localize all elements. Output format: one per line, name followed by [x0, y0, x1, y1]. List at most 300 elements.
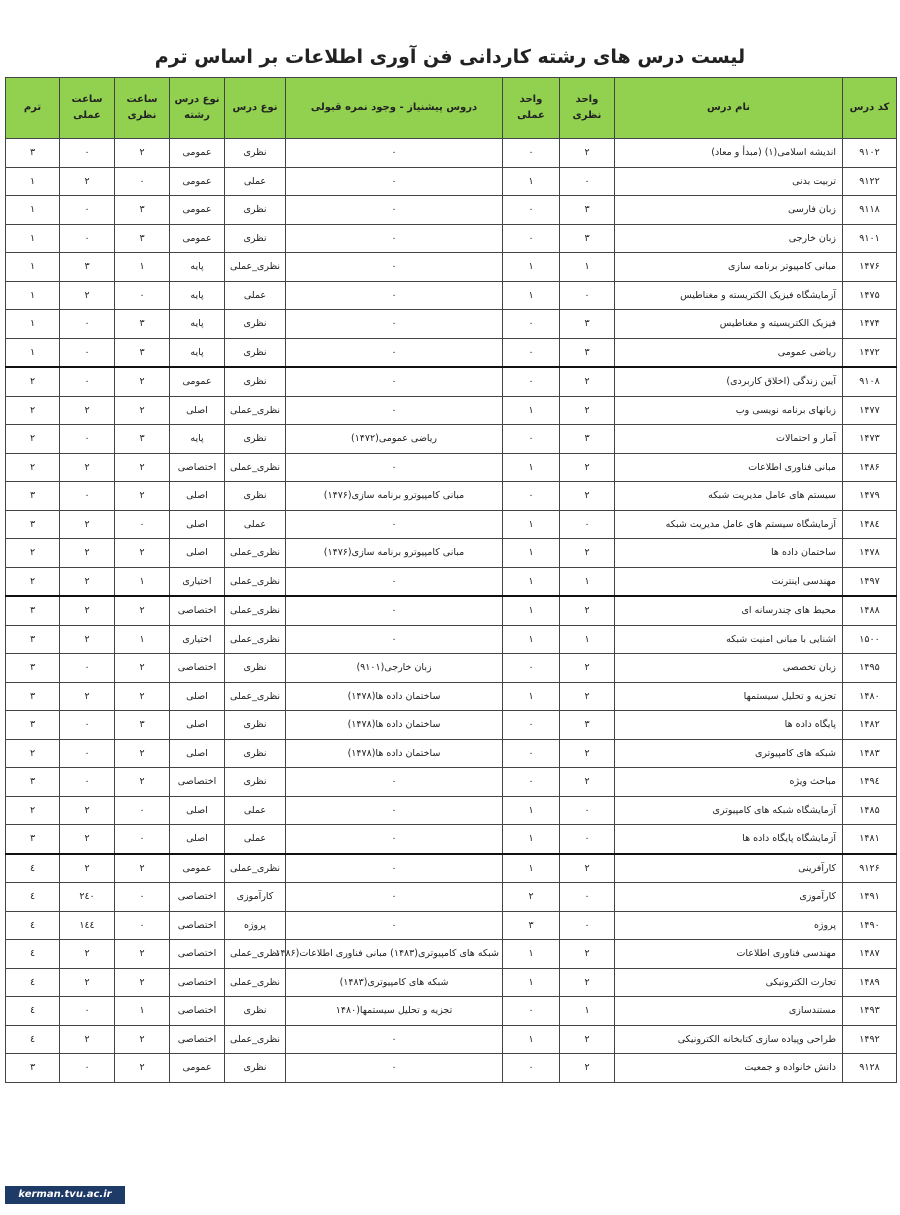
cell-type: نظری_عملی	[225, 253, 286, 282]
cell-category: اختصاصی	[170, 654, 225, 683]
cell-term: ۳	[6, 139, 60, 168]
cell-prereq: ۰	[286, 825, 503, 854]
cell-practical-hours: ۲	[60, 510, 115, 539]
cell-prereq: ۰	[286, 510, 503, 539]
cell-type: نظری_عملی	[225, 596, 286, 625]
cell-category: عمومی	[170, 367, 225, 396]
cell-practical-hours: ۲	[60, 396, 115, 425]
cell-prereq: ساختمان داده ها(۱۴۷۸)	[286, 711, 503, 740]
cell-practical-hours: ۰	[60, 711, 115, 740]
cell-prereq: ۰	[286, 310, 503, 339]
cell-theory-hours: ۲	[115, 539, 170, 568]
cell-name: مباحث ویژه	[615, 768, 843, 797]
cell-theory-hours: ۰	[115, 167, 170, 196]
table-row	[6, 625, 897, 654]
cell-theory-units: ۲	[560, 654, 615, 683]
cell-type: نظری_عملی	[225, 682, 286, 711]
cell-theory-hours: ۲	[115, 1025, 170, 1054]
cell-type: عملی	[225, 796, 286, 825]
cell-term: ۱	[6, 224, 60, 253]
cell-term: ۱	[6, 338, 60, 367]
cell-prereq: شبکه های کامپیوتری(۱۴۸۳) مبانی فناوری اطلاعات(۱۴۸۶	[286, 940, 503, 969]
cell-theory-units: ۳	[560, 425, 615, 454]
cell-type: نظری_عملی	[225, 940, 286, 969]
cell-theory-units: ۰	[560, 825, 615, 854]
cell-code: ۱۴۹۷	[843, 567, 897, 596]
table-row	[6, 596, 897, 625]
table-row	[6, 453, 897, 482]
cell-category: اختصاصی	[170, 1025, 225, 1054]
cell-practical-hours: ۰	[60, 196, 115, 225]
cell-category: اختصاصی	[170, 940, 225, 969]
cell-name: آزمایشگاه فیزیک الکتریسته و مغناطیس	[615, 281, 843, 310]
cell-theory-hours: ۲	[115, 682, 170, 711]
cell-code: ۱۴۷۵	[843, 281, 897, 310]
table-row	[6, 854, 897, 883]
cell-code: ۱۵۰۰	[843, 625, 897, 654]
table-row	[6, 196, 897, 225]
cell-name: دانش خانواده و جمعیت	[615, 1054, 843, 1083]
cell-type: نظری_عملی	[225, 968, 286, 997]
cell-practical-hours: ۲	[60, 625, 115, 654]
cell-practical-units: ۰	[503, 711, 560, 740]
table-row	[6, 482, 897, 511]
cell-name: زبان تخصصی	[615, 654, 843, 683]
cell-type: نظری_عملی	[225, 453, 286, 482]
table-row	[6, 224, 897, 253]
cell-theory-hours: ۰	[115, 911, 170, 940]
cell-name: تجزیه و تحلیل سیستمها	[615, 682, 843, 711]
table-row	[6, 367, 897, 396]
cell-name: سیستم های عامل مدیریت شبکه	[615, 482, 843, 511]
cell-code: ۱۴۷۴	[843, 310, 897, 339]
cell-prereq: ۰	[286, 396, 503, 425]
cell-type: نظری_عملی	[225, 625, 286, 654]
cell-code: ۱۴۸۱	[843, 825, 897, 854]
cell-practical-units: ۰	[503, 482, 560, 511]
cell-type: نظری_عملی	[225, 567, 286, 596]
table-row	[6, 425, 897, 454]
cell-practical-units: ۰	[503, 768, 560, 797]
header-practical-units: واحد عملی	[503, 78, 560, 139]
cell-prereq: زبان خارجی(۹۱۰۱)	[286, 654, 503, 683]
cell-type: نظری	[225, 310, 286, 339]
cell-name: آزمایشگاه شبکه های کامپیوتری	[615, 796, 843, 825]
cell-type: نظری	[225, 338, 286, 367]
table-row	[6, 682, 897, 711]
cell-name: کارآفرینی	[615, 854, 843, 883]
cell-theory-units: ۲	[560, 768, 615, 797]
cell-category: پایه	[170, 338, 225, 367]
cell-code: ۹۱۰۸	[843, 367, 897, 396]
cell-term: ٤	[6, 997, 60, 1026]
cell-type: نظری	[225, 367, 286, 396]
cell-category: اصلی	[170, 796, 225, 825]
cell-theory-hours: ۲	[115, 1054, 170, 1083]
table-row	[6, 310, 897, 339]
header-term: ترم	[6, 78, 60, 139]
cell-prereq: ۰	[286, 224, 503, 253]
cell-practical-hours: ۰	[60, 224, 115, 253]
cell-prereq: ۰	[286, 1025, 503, 1054]
cell-category: پایه	[170, 310, 225, 339]
cell-category: عمومی	[170, 854, 225, 883]
table-row	[6, 281, 897, 310]
cell-practical-hours: ۲	[60, 796, 115, 825]
cell-theory-hours: ۲	[115, 453, 170, 482]
cell-name: ساختمان داده ها	[615, 539, 843, 568]
header-code: کد درس	[843, 78, 897, 139]
table-row	[6, 825, 897, 854]
cell-category: پایه	[170, 281, 225, 310]
cell-name: فیزیک الکتریسیته و مغناطیس	[615, 310, 843, 339]
table-row	[6, 968, 897, 997]
cell-type: عملی	[225, 825, 286, 854]
cell-code: ۹۱۰۲	[843, 139, 897, 168]
table-row	[6, 997, 897, 1026]
cell-type: نظری_عملی	[225, 539, 286, 568]
cell-practical-units: ۱	[503, 682, 560, 711]
table-row	[6, 654, 897, 683]
cell-code: ۱۴۸۶	[843, 453, 897, 482]
cell-category: اصلی	[170, 682, 225, 711]
cell-theory-units: ۲	[560, 596, 615, 625]
cell-code: ۹۱۱۸	[843, 196, 897, 225]
cell-theory-units: ۲	[560, 940, 615, 969]
cell-theory-hours: ۲	[115, 367, 170, 396]
cell-prereq: ۰	[286, 911, 503, 940]
cell-category: اختصاصی	[170, 883, 225, 912]
cell-prereq: ۰	[286, 854, 503, 883]
cell-type: نظری_عملی	[225, 854, 286, 883]
cell-theory-units: ۲	[560, 968, 615, 997]
cell-name: محیط های چندرسانه ای	[615, 596, 843, 625]
cell-type: عملی	[225, 167, 286, 196]
cell-practical-hours: ۲٤۰	[60, 883, 115, 912]
table-row	[6, 883, 897, 912]
table-row	[6, 253, 897, 282]
cell-name: اندیشه اسلامی(۱) (مبدأ و معاد)	[615, 139, 843, 168]
cell-type: کارآموزی	[225, 883, 286, 912]
cell-term: ۳	[6, 1054, 60, 1083]
cell-theory-units: ۰	[560, 281, 615, 310]
cell-code: ۱۴۸۵	[843, 796, 897, 825]
cell-practical-hours: ۲	[60, 825, 115, 854]
cell-category: اختصاصی	[170, 768, 225, 797]
header-prereq: دروس پیشنیاز - وجود نمره قبولی	[286, 78, 503, 139]
table-row	[6, 940, 897, 969]
cell-theory-hours: ۲	[115, 768, 170, 797]
table-row	[6, 1054, 897, 1083]
cell-prereq: ۰	[286, 367, 503, 396]
cell-theory-hours: ۲	[115, 654, 170, 683]
cell-theory-units: ۲	[560, 682, 615, 711]
cell-category: اصلی	[170, 510, 225, 539]
cell-type: نظری	[225, 711, 286, 740]
cell-practical-units: ۱	[503, 396, 560, 425]
cell-name: پروژه	[615, 911, 843, 940]
cell-term: ۱	[6, 167, 60, 196]
cell-practical-units: ۰	[503, 367, 560, 396]
cell-code: ۱۴۸۰	[843, 682, 897, 711]
cell-practical-units: ۰	[503, 425, 560, 454]
cell-practical-units: ۰	[503, 310, 560, 339]
cell-practical-hours: ۳	[60, 253, 115, 282]
site-logo: kerman.tvu.ac.ir	[5, 1186, 125, 1204]
cell-type: نظری	[225, 1054, 286, 1083]
cell-practical-hours: ۰	[60, 139, 115, 168]
cell-practical-units: ۱	[503, 567, 560, 596]
cell-type: عملی	[225, 281, 286, 310]
cell-name: کارآموزی	[615, 883, 843, 912]
cell-term: ۲	[6, 396, 60, 425]
cell-category: اصلی	[170, 739, 225, 768]
cell-code: ۱۴۷۳	[843, 425, 897, 454]
header-row	[6, 78, 897, 139]
cell-practical-hours: ۰	[60, 768, 115, 797]
cell-name: تجارت الکترونیکی	[615, 968, 843, 997]
cell-category: اصلی	[170, 482, 225, 511]
cell-code: ۱۴۷۸	[843, 539, 897, 568]
cell-term: ۳	[6, 825, 60, 854]
table-row	[6, 510, 897, 539]
cell-name: مهندسی فناوری اطلاعات	[615, 940, 843, 969]
cell-term: ٤	[6, 968, 60, 997]
cell-type: نظری_عملی	[225, 396, 286, 425]
cell-code: ۱۴۸۸	[843, 596, 897, 625]
header-practical-hours: ساعت عملی	[60, 78, 115, 139]
cell-theory-hours: ۳	[115, 711, 170, 740]
cell-term: ۳	[6, 682, 60, 711]
cell-type: نظری	[225, 482, 286, 511]
cell-term: ٤	[6, 854, 60, 883]
cell-name: ریاضی عمومی	[615, 338, 843, 367]
cell-term: ۱	[6, 281, 60, 310]
cell-term: ۲	[6, 796, 60, 825]
table-row	[6, 796, 897, 825]
cell-code: ۱۴۹۳	[843, 997, 897, 1026]
cell-practical-hours: ۰	[60, 338, 115, 367]
cell-practical-hours: ۰	[60, 367, 115, 396]
cell-practical-hours: ۰	[60, 997, 115, 1026]
cell-theory-units: ۲	[560, 139, 615, 168]
cell-name: تربیت بدنی	[615, 167, 843, 196]
cell-theory-hours: ۲	[115, 940, 170, 969]
cell-practical-units: ۱	[503, 940, 560, 969]
cell-practical-units: ۰	[503, 338, 560, 367]
cell-theory-hours: ۰	[115, 825, 170, 854]
cell-theory-units: ۲	[560, 482, 615, 511]
cell-name: آیین زندگی (اخلاق کاربردی)	[615, 367, 843, 396]
cell-category: پایه	[170, 425, 225, 454]
cell-prereq: مبانی کامپیوترو برنامه سازی(۱۴۷۶)	[286, 539, 503, 568]
cell-practical-hours: ۰	[60, 1054, 115, 1083]
cell-theory-units: ۲	[560, 854, 615, 883]
cell-term: ۳	[6, 482, 60, 511]
cell-practical-units: ۰	[503, 1054, 560, 1083]
cell-theory-units: ۰	[560, 883, 615, 912]
cell-prereq: ۰	[286, 567, 503, 596]
cell-theory-units: ۱	[560, 625, 615, 654]
cell-theory-hours: ۳	[115, 224, 170, 253]
cell-theory-units: ۲	[560, 739, 615, 768]
cell-theory-units: ۳	[560, 196, 615, 225]
cell-term: ۲	[6, 539, 60, 568]
cell-practical-hours: ۲	[60, 682, 115, 711]
table-row	[6, 338, 897, 367]
cell-code: ۱۴۹۱	[843, 883, 897, 912]
page-title: لیست درس های رشته کاردانی فن آوری اطلاعات بر اساس ترم	[154, 46, 746, 68]
cell-practical-units: ۰	[503, 139, 560, 168]
cell-name: آمار و احتمالات	[615, 425, 843, 454]
cell-term: ۳	[6, 654, 60, 683]
cell-category: اختیاری	[170, 625, 225, 654]
cell-name: طراحی وپیاده سازی کتابخانه الکترونیکی	[615, 1025, 843, 1054]
cell-theory-hours: ۱	[115, 567, 170, 596]
cell-practical-units: ۰	[503, 224, 560, 253]
cell-code: ۱۴۸۷	[843, 940, 897, 969]
cell-theory-hours: ۰	[115, 510, 170, 539]
cell-theory-hours: ۳	[115, 310, 170, 339]
cell-term: ۳	[6, 711, 60, 740]
cell-category: عمومی	[170, 1054, 225, 1083]
cell-theory-units: ۰	[560, 796, 615, 825]
cell-practical-units: ۱	[503, 825, 560, 854]
table-row	[6, 167, 897, 196]
cell-practical-units: ۱	[503, 796, 560, 825]
cell-practical-hours: ۲	[60, 968, 115, 997]
cell-theory-hours: ۰	[115, 281, 170, 310]
table-row	[6, 911, 897, 940]
cell-term: ۳	[6, 625, 60, 654]
header-theory-units: واحد نظری	[560, 78, 615, 139]
cell-code: ۱۴۸۲	[843, 711, 897, 740]
cell-practical-hours: ۲	[60, 596, 115, 625]
cell-theory-units: ۲	[560, 1054, 615, 1083]
cell-category: اختصاصی	[170, 453, 225, 482]
cell-category: عمومی	[170, 224, 225, 253]
cell-term: ۲	[6, 739, 60, 768]
cell-practical-units: ۱	[503, 854, 560, 883]
cell-type: عملی	[225, 510, 286, 539]
cell-name: زبان خارجی	[615, 224, 843, 253]
header-theory-hours: ساعت نظری	[115, 78, 170, 139]
cell-code: ۱۴۸٤	[843, 510, 897, 539]
cell-theory-units: ۲	[560, 539, 615, 568]
table-row	[6, 539, 897, 568]
cell-code: ۹۱۲۸	[843, 1054, 897, 1083]
cell-term: ۲	[6, 453, 60, 482]
table-row	[6, 567, 897, 596]
cell-practical-units: ۱	[503, 510, 560, 539]
cell-practical-hours: ۰	[60, 425, 115, 454]
cell-practical-units: ۱	[503, 453, 560, 482]
courses-table	[5, 77, 897, 1083]
cell-practical-hours: ۱٤٤	[60, 911, 115, 940]
cell-name: آزمایشگاه پایگاه داده ها	[615, 825, 843, 854]
cell-theory-hours: ۱	[115, 253, 170, 282]
cell-prereq: ۰	[286, 796, 503, 825]
cell-prereq: شبکه های کامپیوتری(۱۴۸۳)	[286, 968, 503, 997]
cell-theory-hours: ۱	[115, 625, 170, 654]
cell-term: ٤	[6, 940, 60, 969]
cell-type: نظری	[225, 224, 286, 253]
cell-theory-units: ۳	[560, 310, 615, 339]
cell-prereq: ۰	[286, 139, 503, 168]
cell-prereq: ۰	[286, 596, 503, 625]
cell-theory-units: ۱	[560, 567, 615, 596]
cell-name: آزمایشگاه سیستم های عامل مدیریت شبکه	[615, 510, 843, 539]
cell-code: ۱۴۹۵	[843, 654, 897, 683]
cell-practical-units: ۰	[503, 739, 560, 768]
cell-theory-hours: ۱	[115, 997, 170, 1026]
cell-practical-hours: ۲	[60, 567, 115, 596]
cell-category: اختصاصی	[170, 596, 225, 625]
table-row	[6, 1025, 897, 1054]
cell-category: عمومی	[170, 196, 225, 225]
table-row	[6, 139, 897, 168]
cell-theory-units: ۲	[560, 1025, 615, 1054]
cell-category: اختصاصی	[170, 911, 225, 940]
table-row	[6, 739, 897, 768]
cell-theory-hours: ۰	[115, 883, 170, 912]
cell-code: ۱۴۹۲	[843, 1025, 897, 1054]
header-category: نوع درس رشته	[170, 78, 225, 139]
cell-theory-units: ۰	[560, 167, 615, 196]
cell-type: نظری_عملی	[225, 1025, 286, 1054]
cell-prereq: ۰	[286, 768, 503, 797]
cell-prereq: ساختمان داده ها(۱۴۷۸)	[286, 739, 503, 768]
cell-term: ۲	[6, 367, 60, 396]
table-row	[6, 396, 897, 425]
cell-term: ۳	[6, 510, 60, 539]
cell-prereq: ۰	[286, 453, 503, 482]
header-type: نوع درس	[225, 78, 286, 139]
cell-prereq: ۰	[286, 167, 503, 196]
cell-practical-units: ۱	[503, 1025, 560, 1054]
cell-term: ٤	[6, 911, 60, 940]
cell-name: مستندسازی	[615, 997, 843, 1026]
cell-code: ۱۴۷۲	[843, 338, 897, 367]
cell-practical-hours: ۰	[60, 482, 115, 511]
cell-theory-hours: ۲	[115, 482, 170, 511]
cell-code: ۱۴۹۰	[843, 911, 897, 940]
cell-code: ۱۴۷۹	[843, 482, 897, 511]
cell-theory-units: ۲	[560, 453, 615, 482]
cell-practical-hours: ۰	[60, 654, 115, 683]
cell-practical-hours: ۲	[60, 167, 115, 196]
cell-theory-units: ۰	[560, 510, 615, 539]
cell-category: اصلی	[170, 396, 225, 425]
cell-type: نظری	[225, 768, 286, 797]
cell-practical-hours: ۲	[60, 281, 115, 310]
table-row	[6, 768, 897, 797]
cell-prereq: مبانی کامپیوترو برنامه سازی(۱۴۷۶)	[286, 482, 503, 511]
cell-practical-units: ۱	[503, 167, 560, 196]
cell-prereq: ۰	[286, 253, 503, 282]
cell-theory-hours: ۳	[115, 338, 170, 367]
cell-practical-units: ۰	[503, 997, 560, 1026]
cell-prereq: تجزیه و تحلیل سیستمها(۱۴۸۰	[286, 997, 503, 1026]
cell-name: مبانی کامپیوتر برنامه سازی	[615, 253, 843, 282]
cell-theory-hours: ۲	[115, 854, 170, 883]
cell-category: پایه	[170, 253, 225, 282]
cell-prereq: ۰	[286, 196, 503, 225]
cell-term: ۲	[6, 567, 60, 596]
cell-theory-hours: ۲	[115, 739, 170, 768]
cell-type: نظری	[225, 654, 286, 683]
cell-code: ۱۴۹٤	[843, 768, 897, 797]
